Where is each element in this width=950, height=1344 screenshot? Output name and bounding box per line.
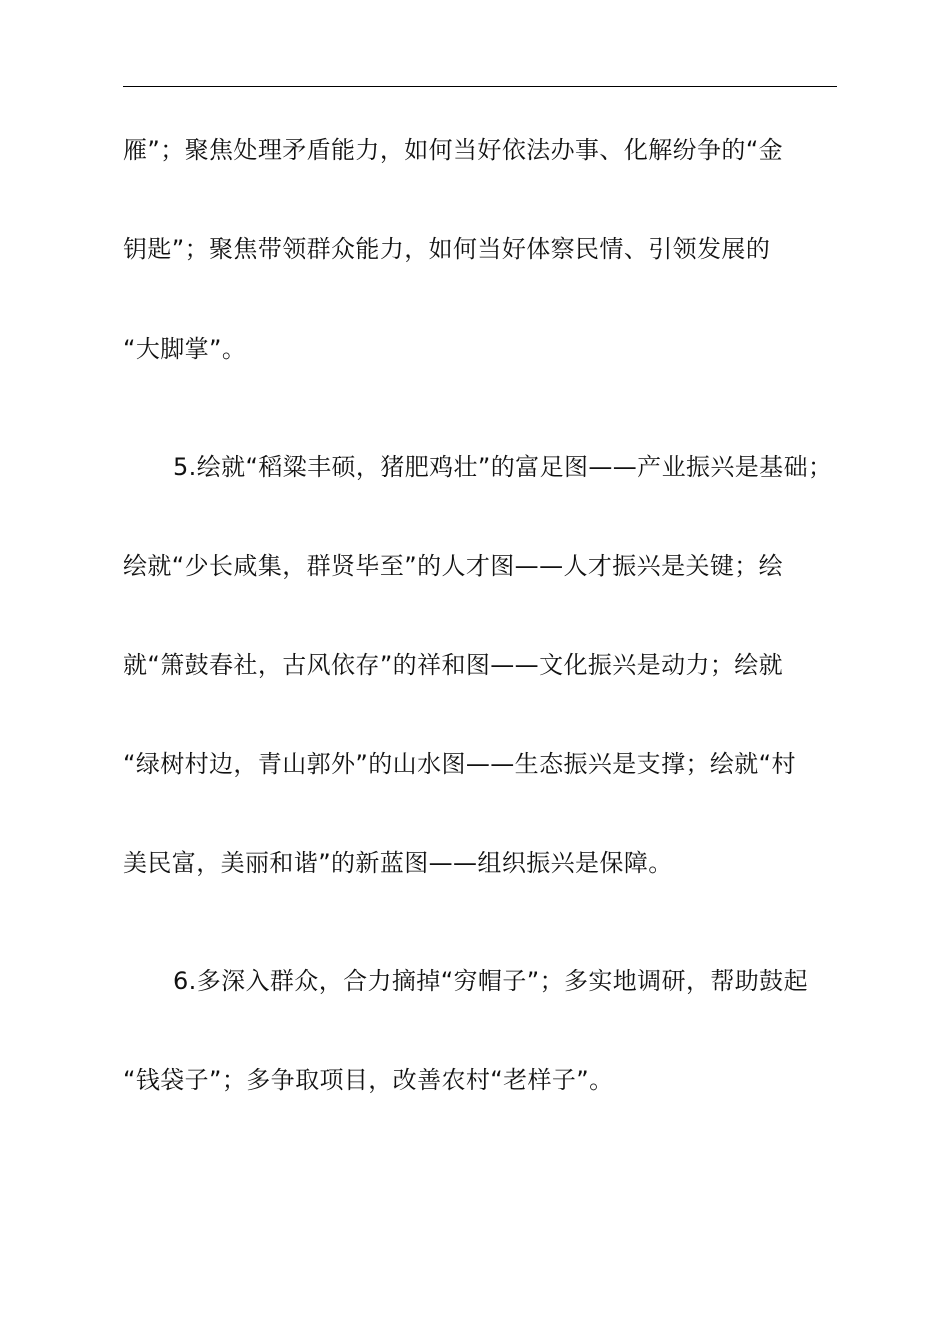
- text-line: 绘就“少长咸集，群贤毕至”的人才图——人才振兴是关键；绘: [123, 552, 784, 580]
- text-line: 就“箫鼓春社，古风依存”的祥和图——文化振兴是动力；绘就: [123, 651, 784, 679]
- text-line: 5.绘就“稻粱丰硕，猪肥鸡壮”的富足图——产业振兴是基础；: [173, 453, 833, 481]
- header-rule: [123, 86, 837, 87]
- text-line: 钥匙”；聚焦带领群众能力，如何当好体察民情、引领发展的: [123, 235, 771, 263]
- text-line: “钱袋子”；多争取项目，改善农村“老样子”。: [123, 1066, 614, 1094]
- text-line: “绿树村边，青山郭外”的山水图——生态振兴是支撑；绘就“村: [123, 750, 796, 778]
- text-line: “大脚掌”。: [123, 335, 247, 363]
- text-line: 6.多深入群众，合力摘掉“穷帽子”；多实地调研，帮助鼓起: [173, 967, 808, 995]
- text-line: 美民富，美丽和谐”的新蓝图——组织振兴是保障。: [123, 849, 673, 877]
- text-line: 雁”；聚焦处理矛盾能力，如何当好依法办事、化解纷争的“金: [123, 136, 784, 164]
